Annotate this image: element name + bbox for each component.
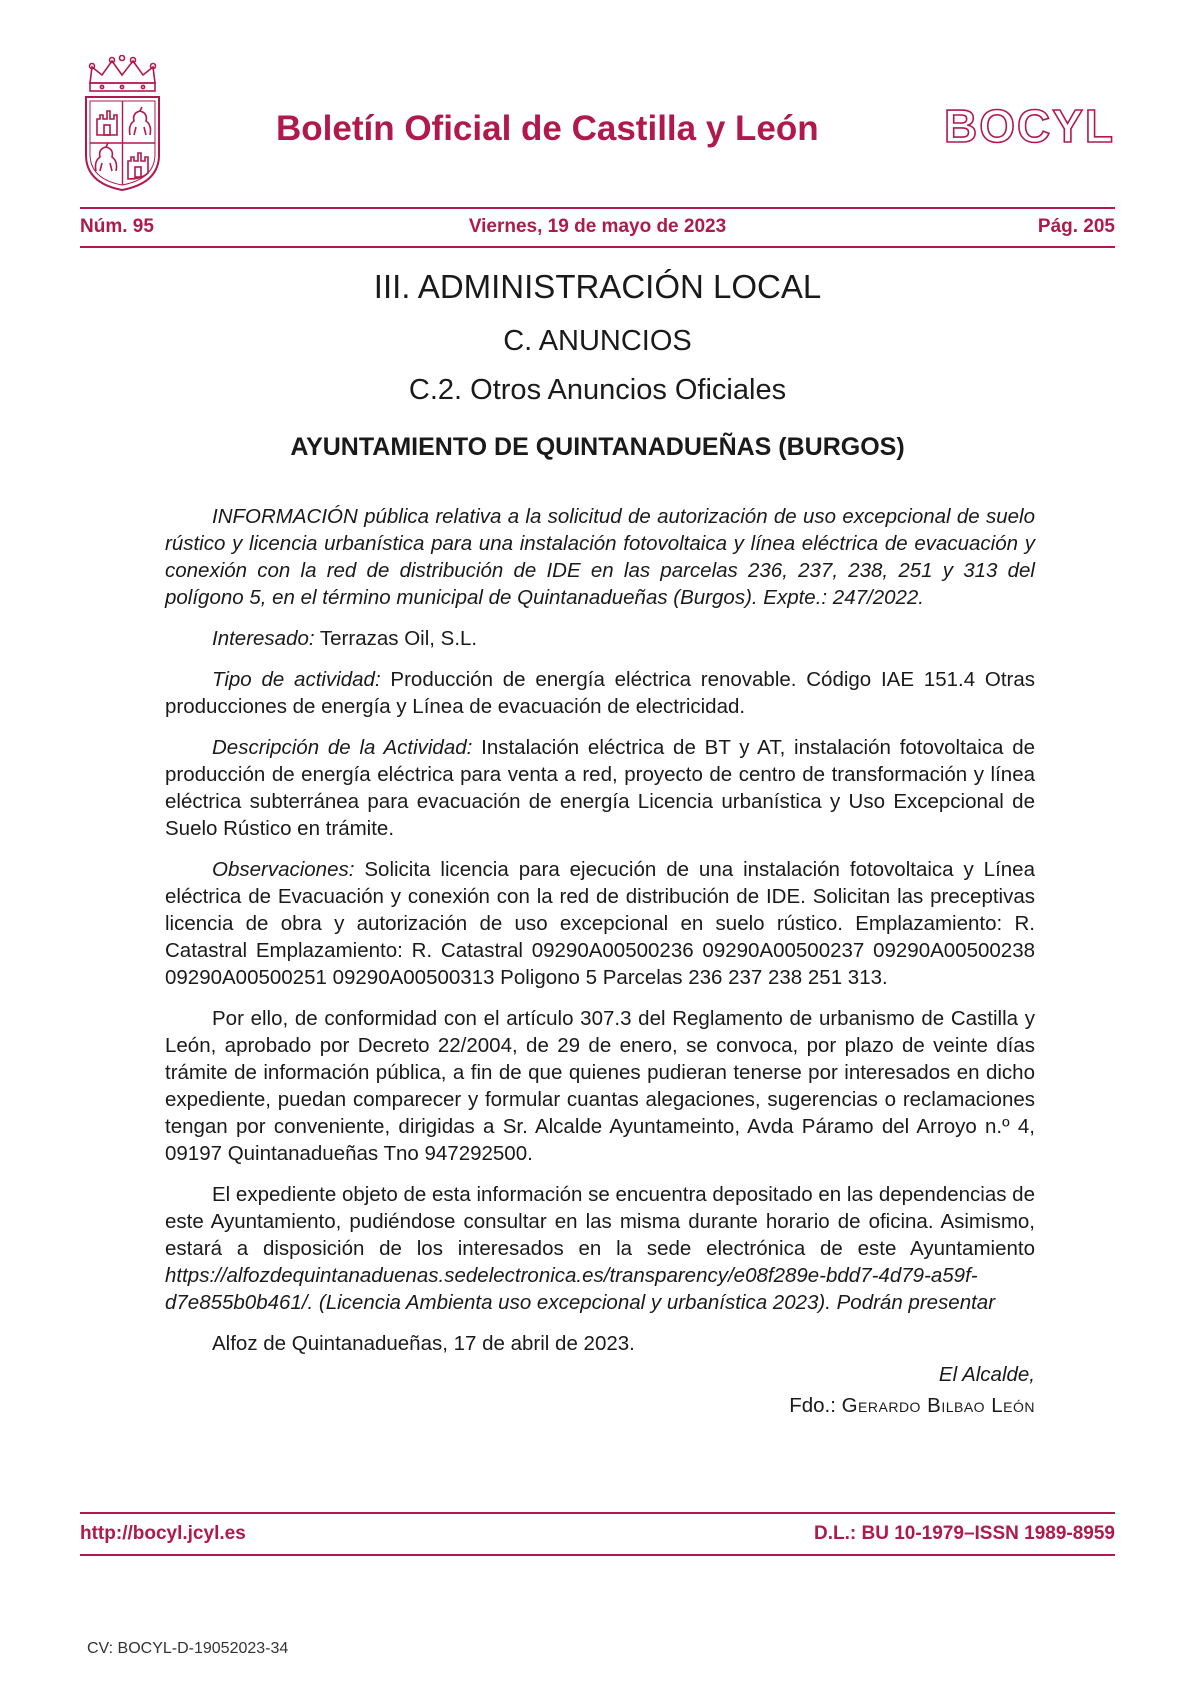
issue-number: Núm. 95 bbox=[80, 216, 154, 237]
entity-heading: AYUNTAMIENTO DE QUINTANADUEÑAS (BURGOS) bbox=[290, 433, 905, 461]
descripcion-label: Descripción de la Actividad: bbox=[212, 736, 473, 759]
section-heading: III. ADMINISTRACIÓN LOCAL bbox=[373, 268, 822, 305]
interesado-value: Terrazas Oil, S.L. bbox=[314, 627, 478, 650]
footer-rule-top bbox=[80, 1512, 1115, 1514]
tipo-label: Tipo de actividad: bbox=[212, 668, 381, 691]
footer-rule-bottom bbox=[80, 1554, 1115, 1556]
sede-electronica-link[interactable]: https://alfozdequintanaduenas.sedelectronica.es/transparency/e08f289e-bdd7-4d79-a59f-d7e855b0b461/. (Licencia Ambienta uso excepcional y urbanística 2023). Podrán presentar bbox=[165, 1264, 996, 1314]
interesado-paragraph bbox=[165, 625, 1035, 652]
observaciones-value: Solicita licencia para ejecución de una instalación fotovoltaica y Línea eléctrica de Evacuación y conexión con la red de distribución de IDE. Solicitan las preceptivas licencia de obra y autorización de uso excepcional en suelo rústico. Emplazamiento: R. Catastral Emplazamiento: R. Catastral 09290A00500236 09290A00500237 09290A00500238 09290A00500251 09290A00500313 Poligono 5 Parcelas 236 237 238 251 313. bbox=[165, 858, 1035, 989]
footer-row bbox=[80, 1523, 1115, 1551]
tipo-value: Producción de energía eléctrica renovable. Código IAE 151.4 Otras producciones de energía y Línea de evacuación de electricidad. bbox=[165, 668, 1035, 718]
issue-date: Viernes, 19 de mayo de 2023 bbox=[468, 216, 727, 237]
subsubsection-heading: C.2. Otros Anuncios Oficiales bbox=[408, 374, 787, 406]
expediente-text: El expediente objeto de esta información se encuentra depositado en las dependencias de este Ayuntamiento, pudiéndose consultar en las misma durante horario de oficina. Asimismo, estará a disposición de los interesados en la sede electrónica de este Ayuntamiento bbox=[165, 1183, 1035, 1260]
signer-prefix: Fdo.: bbox=[789, 1394, 842, 1417]
coat-of-arms-icon bbox=[80, 55, 165, 195]
header-rule-bottom bbox=[80, 246, 1115, 248]
tipo-paragraph bbox=[165, 666, 1035, 720]
bulletin-title: Boletín Oficial de Castilla y León bbox=[276, 109, 819, 148]
observaciones-paragraph bbox=[165, 856, 1035, 991]
subsection-heading: C. ANUNCIOS bbox=[503, 325, 692, 357]
page-header bbox=[80, 55, 1115, 195]
interesado-label: Interesado: bbox=[212, 627, 315, 650]
intro-paragraph: INFORMACIÓN pública relativa a la solicitud de autorización de uso excepcional de suelo rústico y licencia urbanística para una instalación fotovoltaica y línea eléctrica de evacuación y conexión con la red de distribución de IDE en las parcelas 236, 237, 238, 251 y 313 del polígono 5, en el término municipal de Quintanadueñas (Burgos). Expte.: 247/2022. bbox=[165, 505, 1035, 609]
observaciones-label: Observaciones: bbox=[212, 858, 355, 881]
descripcion-paragraph bbox=[165, 734, 1035, 842]
bocyl-url-link[interactable]: http://bocyl.jcyl.es bbox=[80, 1523, 246, 1544]
convocatoria-paragraph: Por ello, de conformidad con el artículo 307.3 del Reglamento de urbanismo de Castilla y León, aprobado por Decreto 22/2004, de 29 de enero, se convoca, por plazo de veinte días trámite de información pública, a fin de que quienes pudieran tenerse por interesados en dicho expediente, puedan comparecer y formular cuantas alegaciones, sugerencias o reclamaciones tengan por conveniente, dirigidas a Sr. Alcalde Ayuntameinto, Avda Páramo del Arroyo n.º 4, 09197 Quintanadueñas Tno 947292500. bbox=[165, 1007, 1035, 1165]
header-rule-top bbox=[80, 207, 1115, 209]
expediente-paragraph bbox=[165, 1181, 1035, 1316]
signer-line bbox=[165, 1392, 1035, 1419]
cv-code: CV: BOCYL-D-19052023-34 bbox=[87, 1640, 289, 1657]
signer-role: El Alcalde, bbox=[938, 1363, 1035, 1386]
announcement-body bbox=[165, 503, 1035, 1433]
issue-info-row bbox=[80, 216, 1115, 244]
page-number: Pág. 205 bbox=[1037, 216, 1115, 237]
signer-name: Gerardo Bilbao León bbox=[841, 1394, 1035, 1417]
descripcion-value: Instalación eléctrica de BT y AT, instalación fotovoltaica de producción de energía eléctrica para venta a red, proyecto de centro de transformación y línea eléctrica subterránea para evacuación de energía Licencia urbanística y Uso Excepcional de Suelo Rústico en trámite. bbox=[165, 736, 1035, 840]
legal-deposit: D.L.: BU 10-1979–ISSN 1989-8959 bbox=[814, 1523, 1115, 1544]
place-date: Alfoz de Quintanadueñas, 17 de abril de 2023. bbox=[212, 1332, 635, 1355]
bocyl-logo: BOCYL bbox=[944, 100, 1115, 152]
